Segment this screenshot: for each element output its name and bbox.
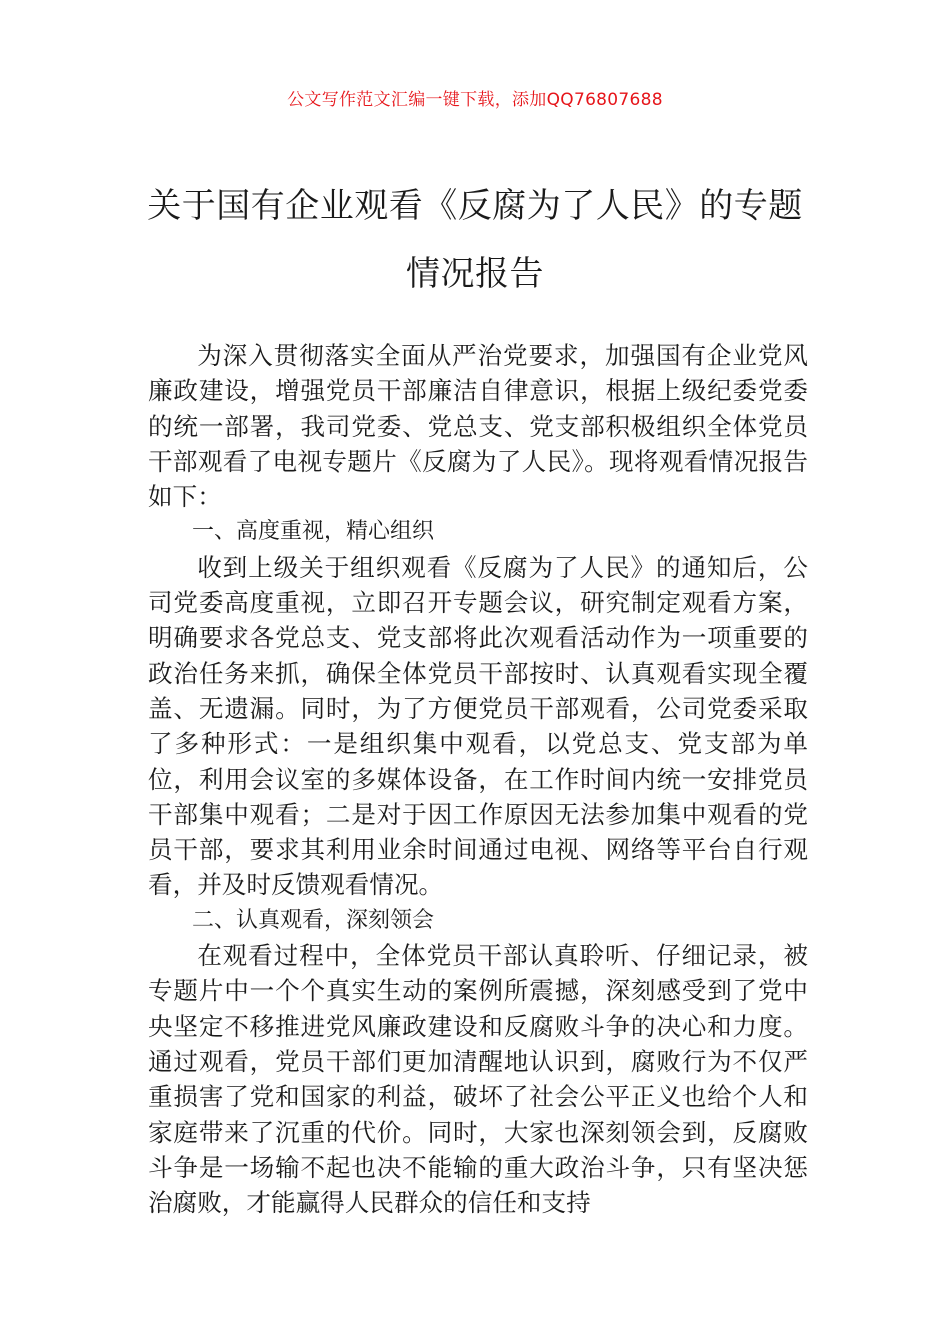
- page-title: 关于国有企业观看《反腐为了人民》的专题情况报告: [147, 186, 803, 294]
- promo-banner[interactable]: 公文写作范文汇编一键下载，添加QQ76807688: [287, 90, 663, 110]
- document-body: [148, 338, 808, 1220]
- section-heading-1: 一、高度重视，精心组织: [192, 519, 435, 545]
- section-1-paragraph: 收到上级关于组织观看《反腐为了人民》的通知后，公司党委高度重视，立即召开专题会议，研究制定观看方案，明确要求各党总支、党支部将此次观看活动作为一项重要的政治任务来抓，确保全体党员干部按时、认真观看实现全覆盖、无遗漏。同时，为了方便党员干部观看，公司党委采取了多种形式：一是组织集中观看，以党总支、党支部为单位，利用会议室的多媒体设备，在工作时间内统一安排党员干部集中观看；二是对于因工作原因无法参加集中观看的党员干部，要求其利用业余时间通过电视、网络等平台自行观看，并及时反馈观看情况。: [148, 552, 808, 900]
- section-2-paragraph: 在观看过程中，全体党员干部认真聆听、仔细记录，被专题片中一个个真实生动的案例所震撼，深刻感受到了党中央坚定不移推进党风廉政建设和反腐败斗争的决心和力度。通过观看，党员干部们更加清醒地认识到，腐败行为不仅严重损害了党和国家的利益，破坏了社会公平正义也给个人和家庭带来了沉重的代价。同时，大家也深刻领会到，反腐败斗争是一场输不起也决不能输的重大政治斗争，只有坚决惩治腐败，才能赢得人民群众的信任和支持: [148, 941, 808, 1218]
- intro-paragraph: 为深入贯彻落实全面从严治党要求，加强国有企业党风廉政建设，增强党员干部廉洁自律意识，根据上级纪委党委的统一部署，我司党委、党总支、党支部积极组织全体党员干部观看了电视专题片《反腐为了人民》。现将观看情况报告如下：: [148, 341, 808, 512]
- section-heading-2: 二、认真观看，深刻领会: [192, 907, 435, 933]
